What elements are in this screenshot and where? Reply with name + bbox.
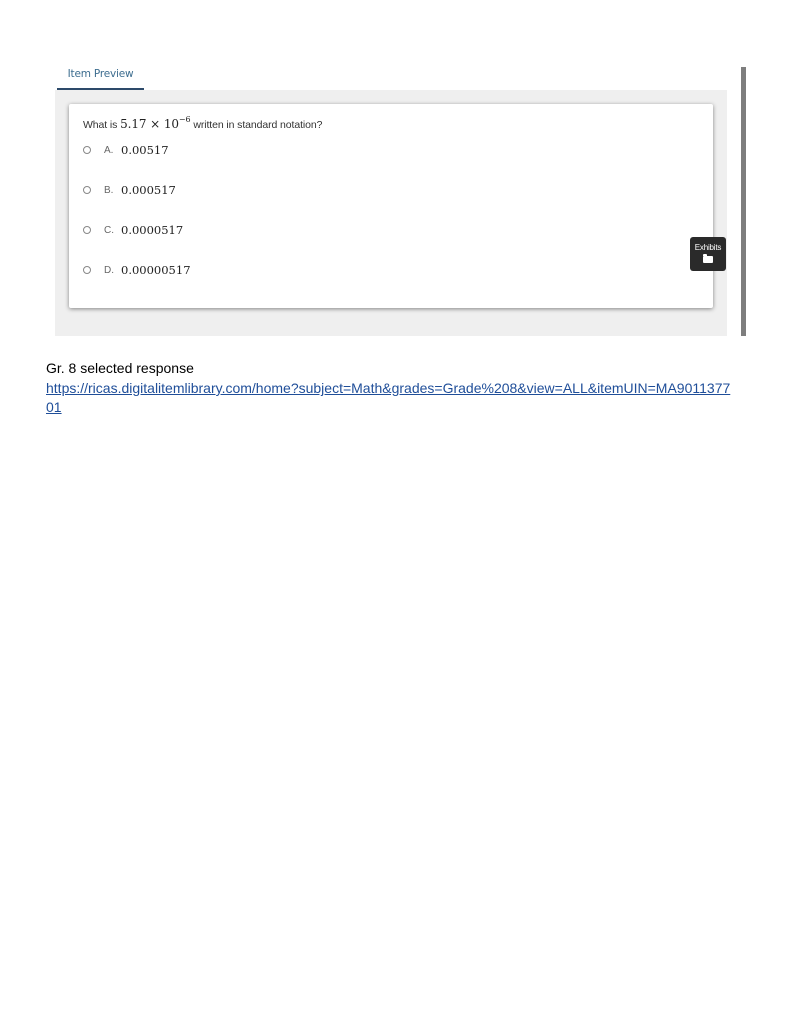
choice-a-value: 0.00517 bbox=[121, 143, 169, 157]
choice-d-letter: D. bbox=[104, 264, 114, 276]
tab-item-preview[interactable] bbox=[57, 62, 144, 90]
exhibits-button[interactable] bbox=[690, 237, 726, 271]
question-math bbox=[120, 117, 190, 131]
question-card bbox=[69, 104, 713, 308]
question-math-exponent: −6 bbox=[178, 115, 191, 124]
choice-b-value: 0.000517 bbox=[121, 183, 176, 197]
tab-item-preview-label: Item Preview bbox=[67, 68, 134, 80]
choice-b[interactable] bbox=[83, 182, 176, 198]
source-link-line-2: 01 bbox=[46, 399, 62, 415]
choice-c-letter: C. bbox=[104, 224, 114, 236]
source-link[interactable] bbox=[46, 379, 746, 417]
choice-d-radio[interactable] bbox=[83, 266, 91, 274]
choice-a-letter: A. bbox=[104, 144, 114, 156]
source-link-line-1: https://ricas.digitalitemlibrary.com/home?subject=Math&grades=Grade%208&view=ALL&itemUIN=MA9011377 bbox=[46, 380, 731, 396]
folder-icon bbox=[703, 256, 713, 263]
choice-d-value: 0.00000517 bbox=[121, 263, 191, 277]
choice-b-radio[interactable] bbox=[83, 186, 91, 194]
tab-bar bbox=[55, 62, 727, 90]
question-math-base: 5.17 × 10 bbox=[120, 117, 179, 131]
choice-a-radio[interactable] bbox=[83, 146, 91, 154]
choice-c-value: 0.0000517 bbox=[121, 223, 184, 237]
item-preview-screenshot bbox=[55, 62, 747, 338]
choice-b-letter: B. bbox=[104, 184, 114, 196]
exhibits-label: Exhibits bbox=[694, 243, 722, 252]
scrollbar[interactable] bbox=[741, 67, 746, 336]
preview-stage bbox=[55, 90, 727, 336]
choice-c[interactable] bbox=[83, 222, 183, 238]
question-suffix: written in standard notation? bbox=[193, 119, 323, 131]
question-text bbox=[83, 116, 322, 131]
choice-c-radio[interactable] bbox=[83, 226, 91, 234]
document-caption: Gr. 8 selected response bbox=[46, 360, 194, 376]
question-prefix: What is bbox=[83, 119, 118, 131]
choice-a[interactable] bbox=[83, 142, 169, 158]
choice-d[interactable] bbox=[83, 262, 191, 278]
